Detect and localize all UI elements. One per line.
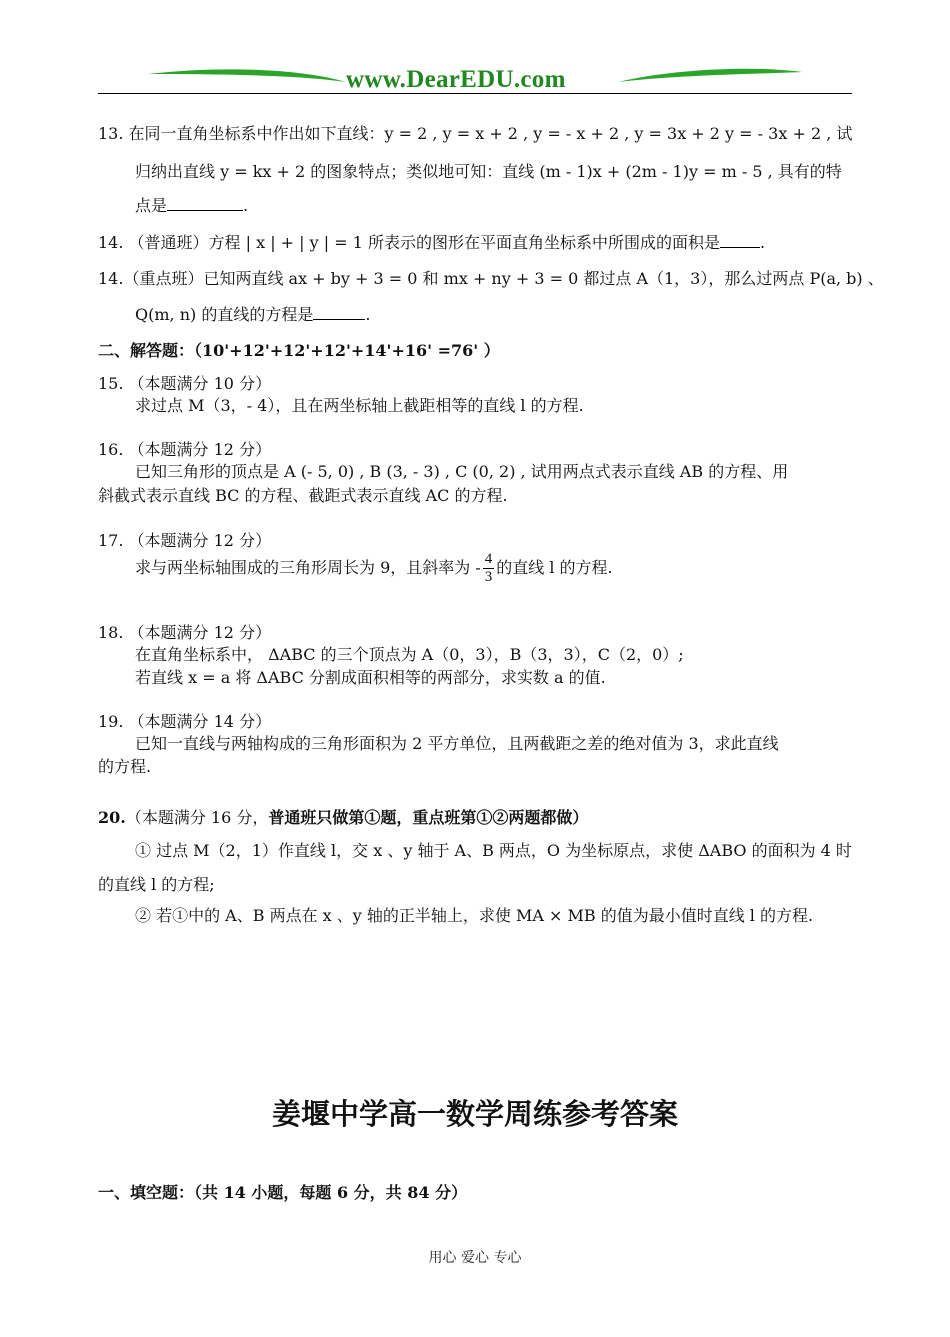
answers-title: 姜堰中学高一数学周练参考答案	[271, 1097, 678, 1131]
q17-pre: 求与两坐标轴围成的三角形周长为 9，且斜率为 -	[135, 558, 481, 577]
fraction-numerator: 4	[484, 551, 493, 567]
q17-head: 17. （本题满分 12 分）	[98, 531, 272, 550]
answers-section1: 一、填空题：（共 14 小题，每题 6 分，共 84 分）	[98, 1183, 468, 1202]
q14b-line2-text: Q(m, n) 的直线的方程是	[135, 305, 314, 324]
q20-number: 20.	[98, 808, 126, 827]
answer-blank[interactable]	[313, 305, 365, 320]
fraction-denominator: 3	[484, 569, 493, 585]
q14b-line1: 14.（重点班）已知两直线 ax + by + 3 = 0 和 mx + ny + 3 = 0 都过点 A（1，3），那么过两点 P(a, b) 、	[98, 269, 884, 288]
section2-heading: 二、解答题：（10'+12'+12'+12'+14'+16' =76' ）	[98, 341, 500, 360]
q18-head: 18. （本题满分 12 分）	[98, 623, 272, 642]
q14b-line2: Q(m, n) 的直线的方程是 .	[135, 305, 371, 324]
q13-line3: 点是 .	[135, 196, 249, 215]
q20-line2: 的直线 l 的方程;	[98, 875, 215, 894]
answer-blank[interactable]	[167, 196, 243, 211]
q14a-line: 14. （普通班）方程 | x | + | y | = 1 所表示的图形在平面直角坐标系中所围成的面积是 .	[98, 233, 766, 252]
q20-head-a: （本题满分 16 分，	[125, 808, 269, 827]
q18-line1: 在直角坐标系中， ΔABC 的三个顶点为 A（0，3），B（3，3），C（2，0）;	[135, 645, 684, 664]
q20-line1: ① 过点 M（2，1）作直线 l，交 x 、y 轴于 A、B 两点，O 为坐标原点，求使 ΔABO 的面积为 4 时	[135, 841, 852, 860]
site-logo-text[interactable]: www.DearEDU.com	[346, 66, 566, 93]
q15-head: 15. （本题满分 10 分）	[98, 374, 272, 393]
q20-line3: ② 若①中的 A、B 两点在 x 、y 轴的正半轴上，求使 MA × MB 的值为最小值时直线 l 的方程.	[135, 906, 814, 925]
q19-line2: 的方程.	[98, 757, 152, 776]
q13-line1: 13. 在同一直角坐标系中作出如下直线：y = 2 , y = x + 2 , y = - x + 2 , y = 3x + 2 y = - 3x + 2 , 试	[98, 124, 853, 143]
q14a-text: 14. （普通班）方程 | x | + | y | = 1 所表示的图形在平面直角坐标系中所围成的面积是	[98, 233, 721, 252]
q13-line3-text: 点是	[135, 196, 168, 215]
header-divider	[98, 93, 852, 94]
q19-head: 19. （本题满分 14 分）	[98, 712, 272, 731]
q16-line2: 斜截式表示直线 BC 的方程、截距式表示直线 AC 的方程.	[98, 486, 508, 505]
q15-body: 求过点 M（3，- 4），且在两坐标轴上截距相等的直线 l 的方程.	[135, 396, 584, 415]
answer-blank[interactable]	[720, 233, 760, 248]
page-footer: 用心 爱心 专心	[428, 1250, 522, 1266]
q13-line2: 归纳出直线 y = kx + 2 的图象特点；类似地可知：直线 (m - 1)x + (2m - 1)y = m - 5 , 具有的特	[135, 162, 842, 181]
q18-line2: 若直线 x = a 将 ΔABC 分割成面积相等的两部分，求实数 a 的值.	[135, 668, 606, 687]
q20-head-b: 普通班只做第①题，重点班第①②两题都做）	[268, 808, 589, 827]
q17-body	[135, 548, 613, 588]
q16-line1: 已知三角形的顶点是 A (- 5, 0) , B (3, - 3) , C (0, 2) , 试用两点式表示直线 AB 的方程、用	[135, 462, 789, 481]
q17-post: 的直线 l 的方程.	[496, 558, 613, 577]
fraction	[483, 551, 495, 586]
q16-head: 16. （本题满分 12 分）	[98, 440, 272, 459]
q20-head	[98, 805, 588, 828]
q19-line1: 已知一直线与两轴构成的三角形面积为 2 平方单位，且两截距之差的绝对值为 3，求此直线	[135, 734, 779, 753]
